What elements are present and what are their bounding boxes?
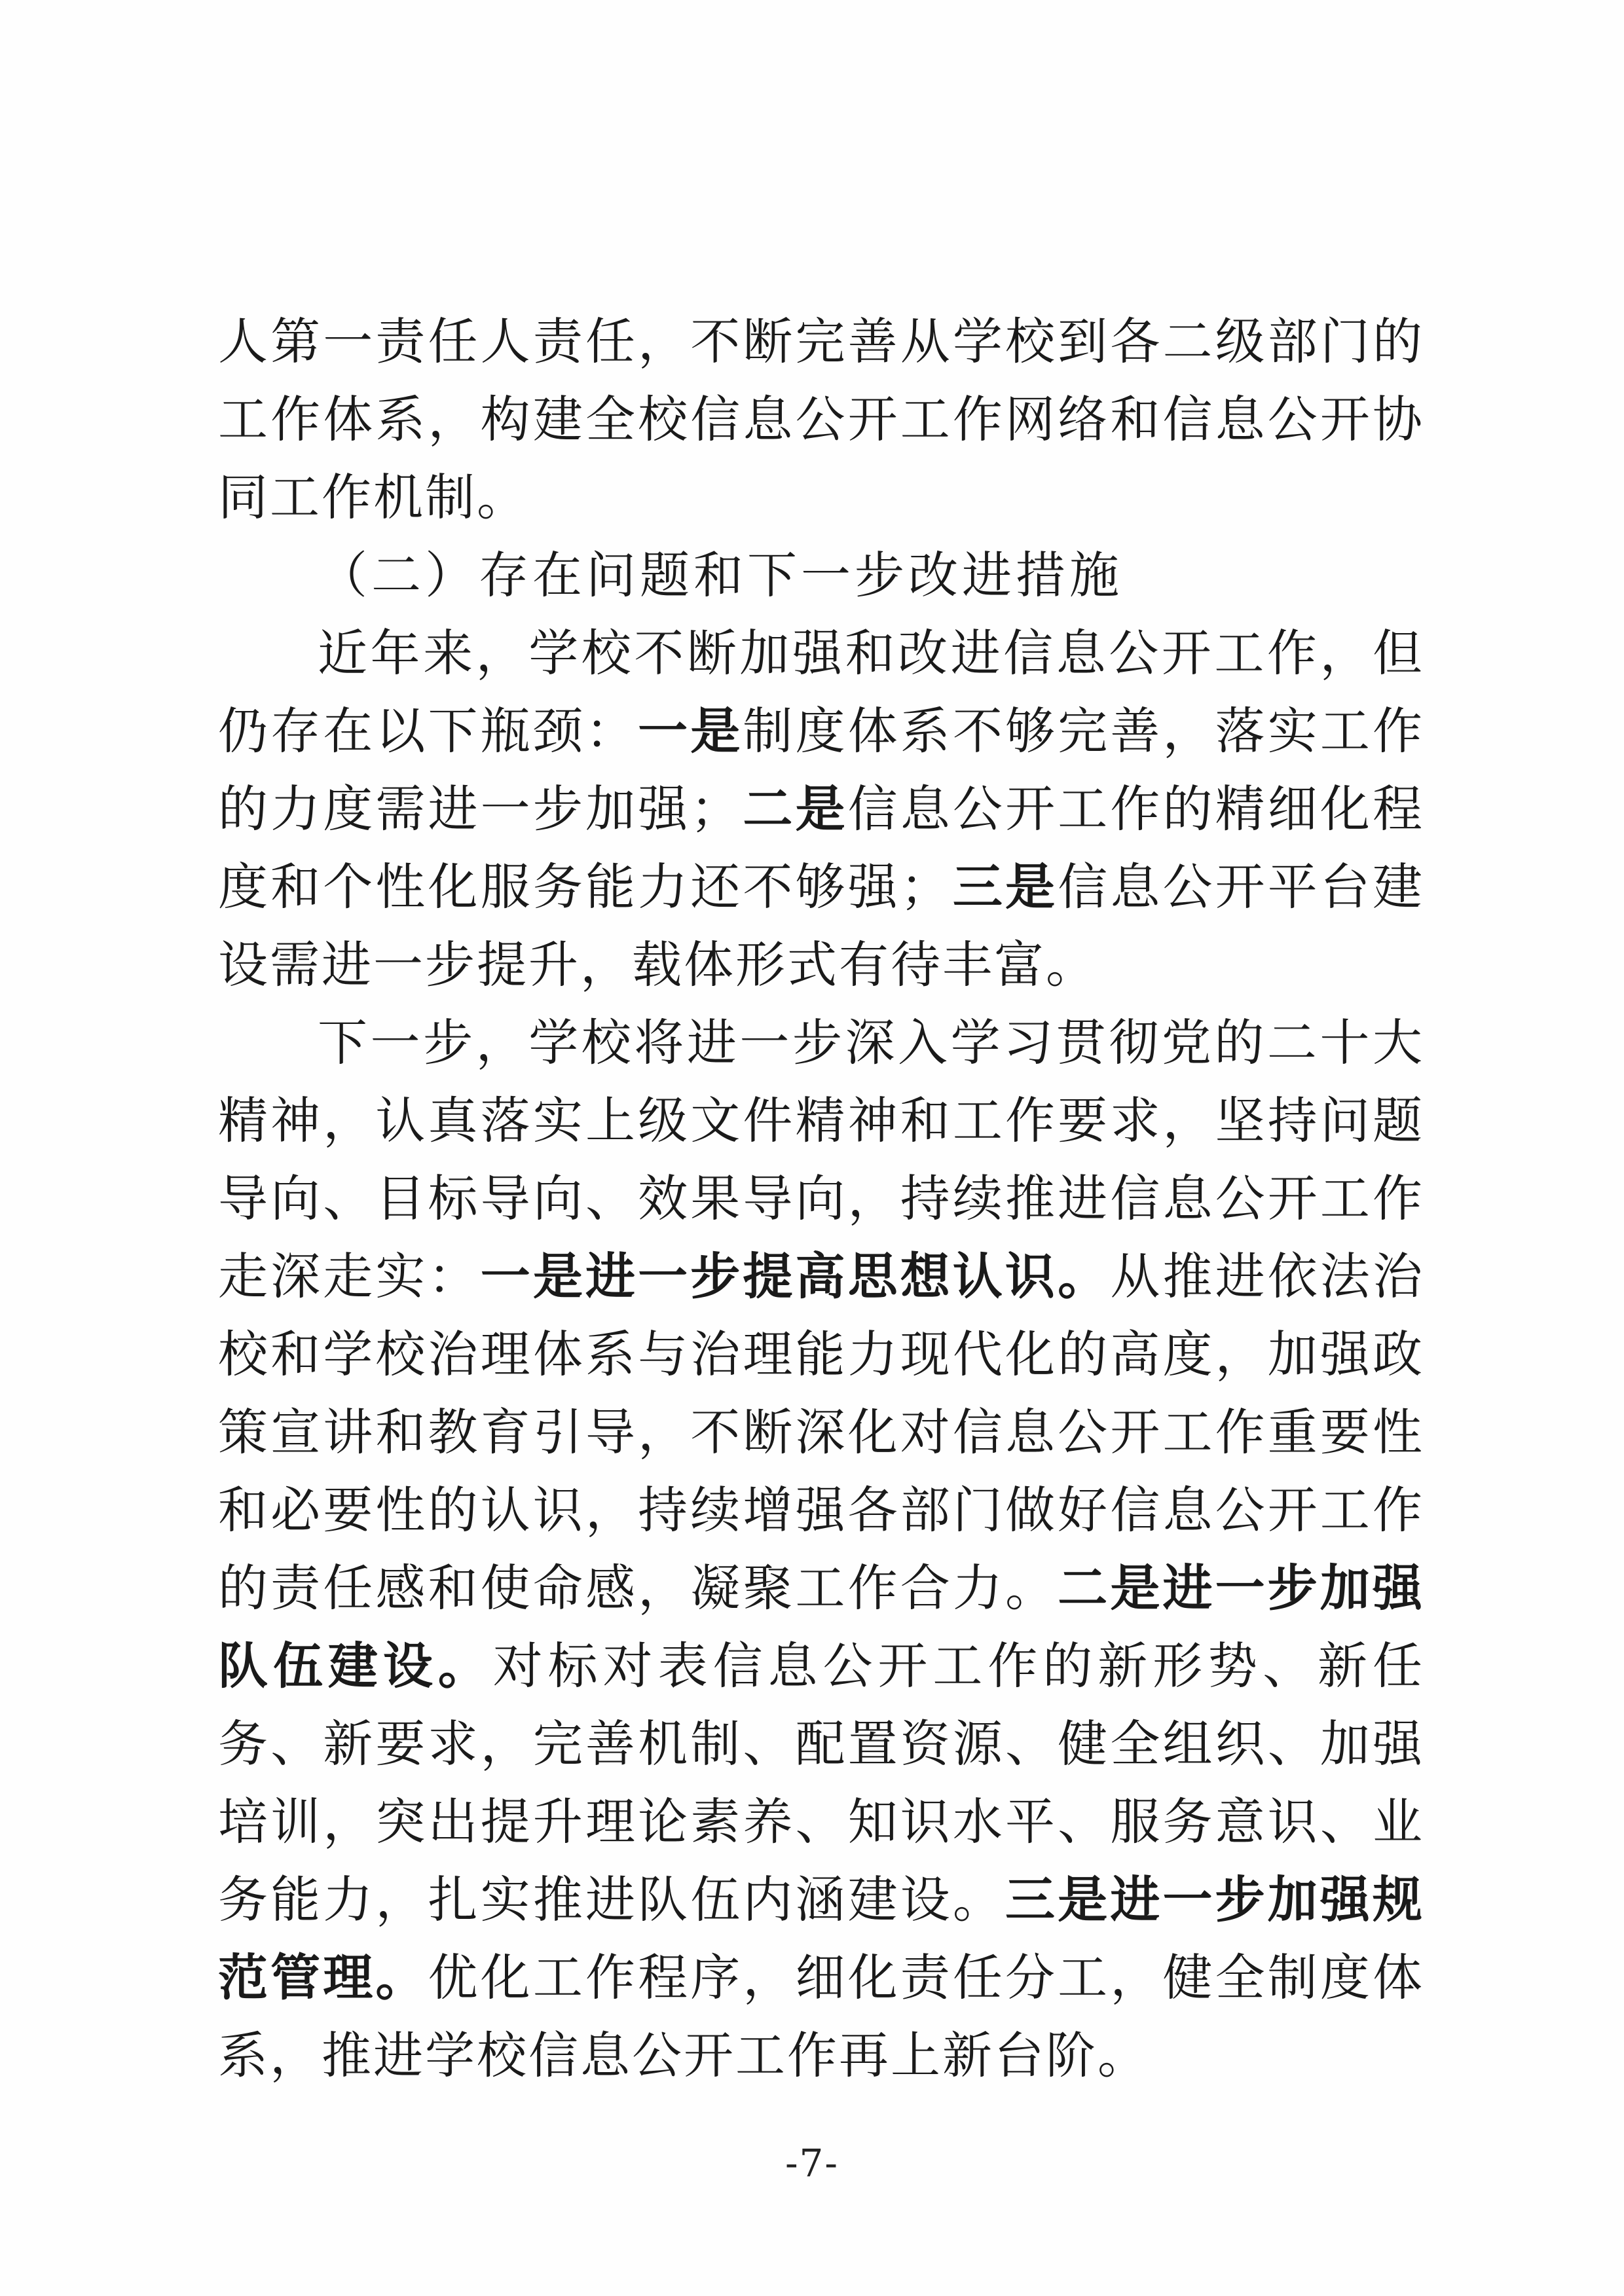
paragraph-text: 对标对表信息公开工作的新形势、新任务、新要求，完善机制、配置资源、健全组织、加强培训，突出提升理论素养、知识水平、服务意识、业务能力，扎实推进队伍内涵建设。 bbox=[218, 1637, 1425, 1929]
paragraph-text: 近年来，学校不断加强和改进信息公开工作，但仍存在以下瓶颈： bbox=[218, 624, 1424, 760]
paragraph-text: 制度体系不够完善，落实工作的力度需进一步加强； bbox=[218, 702, 1425, 838]
bold-keyword: 三是进一步加强规范管理。 bbox=[218, 1870, 1425, 2007]
paragraph-text: 下一步，学校将进一步深入学习贯彻党的二十大精神，认真落实上级文件精神和工作要求，坚持问题导向、目标导向、效果导向，持续推进信息公开工作走深走实： bbox=[218, 1013, 1424, 1305]
bold-keyword: 二是进一步加强队伍建设。 bbox=[218, 1559, 1425, 1695]
bold-keyword: 三是 bbox=[951, 858, 1058, 916]
section-heading bbox=[218, 536, 1424, 614]
bold-keyword: 二是 bbox=[742, 780, 848, 838]
page-number: -7- bbox=[784, 2141, 840, 2185]
document-body bbox=[218, 302, 1424, 2094]
paragraph-text: 人第一责任人责任，不断完善从学校到各二级部门的工作体系，构建全校信息公开工作网络和信息公开协同工作机制。 bbox=[218, 312, 1424, 526]
bold-keyword: 一是进一步提高思想认识。 bbox=[480, 1247, 1111, 1305]
paragraph-text: 信息公开平台建设需进一步提升，载体形式有待丰富。 bbox=[218, 858, 1425, 994]
paragraph-problems bbox=[218, 614, 1424, 1004]
bold-keyword: 一是 bbox=[638, 702, 743, 760]
section-heading-text: （二）存在问题和下一步改进措施 bbox=[318, 546, 1123, 604]
paragraph-text: 信息公开工作的精细化程度和个性化服务能力还不够强； bbox=[218, 780, 1425, 916]
paragraph-continuation bbox=[218, 302, 1424, 536]
paragraph-next-steps bbox=[218, 1004, 1424, 2094]
paragraph-text: 优化工作程序，细化责任分工，健全制度体系，推进学校信息公开工作再上新台阶。 bbox=[218, 1948, 1425, 2085]
paragraph-text: 从推进依法治校和学校治理体系与治理能力现代化的高度，加强政策宣讲和教育引导，不断深化对信息公开工作重要性和必要性的认识，持续增强各部门做好信息公开工作的责任感和使命感，凝聚工作合力。 bbox=[218, 1247, 1425, 1617]
